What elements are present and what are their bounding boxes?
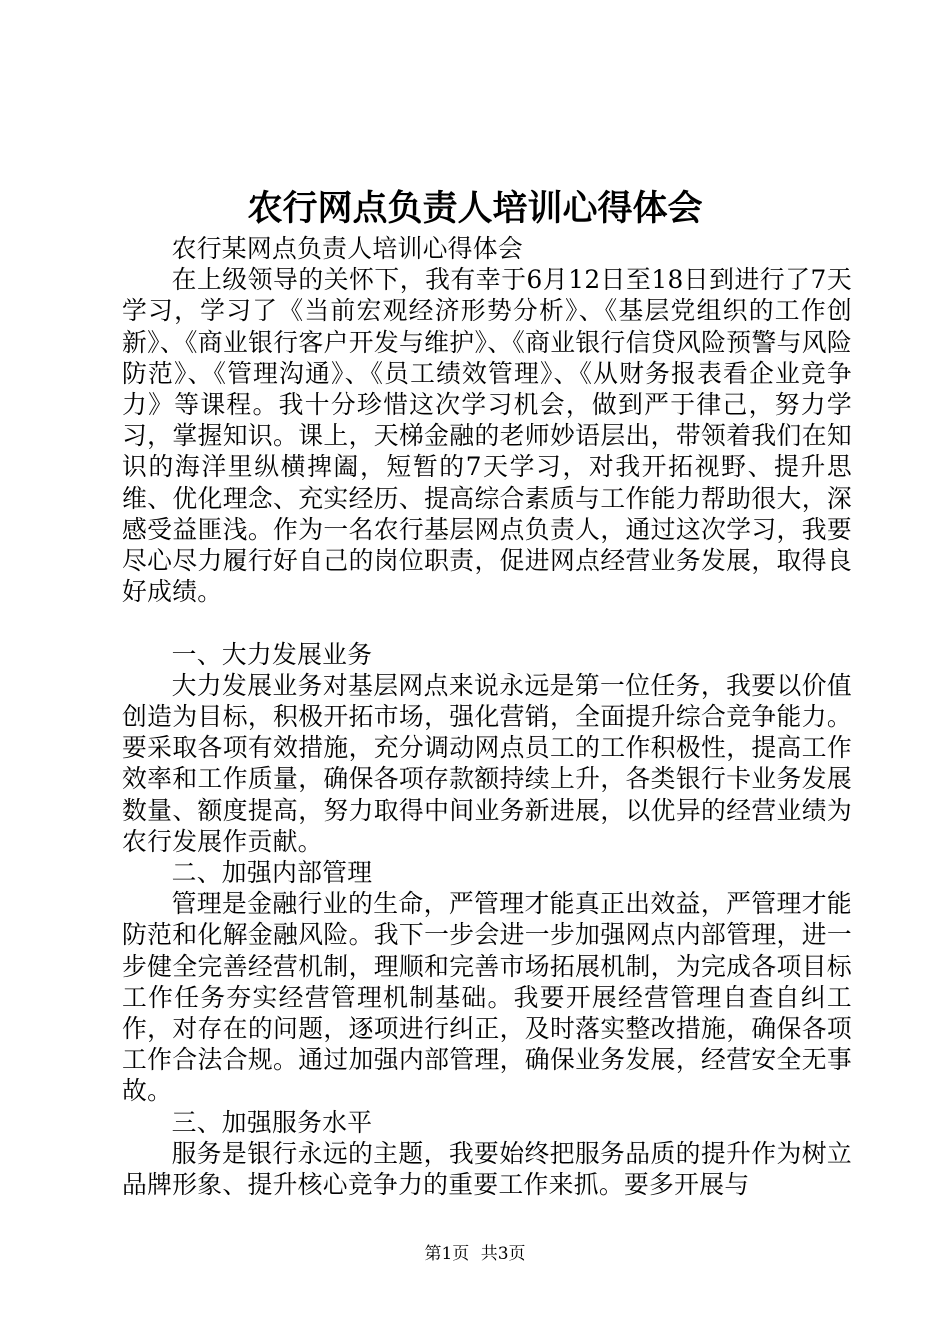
page-footer [0, 1243, 950, 1265]
page-number: 第1页 [424, 1244, 470, 1264]
section-heading-2: 二、加强内部管理 [171, 858, 373, 888]
section-paragraph-1: 大力发展业务对基层网点来说永远是第一位任务，我要以价值创造为目标，积极开拓市场，强化营销，全面提升综合竞争能力。要采取各项有效措施，充分调动网点员工的工作积极性，提高工作效率和工作质量，确保各项存款额持续上升，各类银行卡业务发展数量、额度提高，努力取得中间业务新进展，以优异的经营业绩为农行发展作贡献。 [122, 670, 852, 856]
page-total: 共3页 [480, 1244, 526, 1264]
section-heading-1: 一、大力发展业务 [171, 639, 373, 669]
document-title: 农行网点负责人培训心得体会 [247, 188, 703, 229]
document-body [122, 233, 852, 1200]
section-paragraph-2: 管理是金融行业的生命，严管理才能真正出效益，严管理才能防范和化解金融风险。我下一步会进一步加强网点内部管理，进一步健全完善经营机制，理顺和完善市场拓展机制，为完成各项目标工作任务夯实经营管理机制基础。我要开展经营管理自查自纠工作，对存在的问题，逐项进行纠正，及时落实整改措施，确保各项工作合法合规。通过加强内部管理，确保业务发展，经营安全无事故。 [122, 889, 852, 1106]
subtitle-paragraph: 农行某网点负责人培训心得体会 [171, 234, 523, 263]
section-paragraph-3: 服务是银行永远的主题，我要始终把服务品质的提升作为树立品牌形象、提升核心竞争力的重要工作来抓。要多开展与 [122, 1138, 852, 1200]
intro-paragraph: 在上级领导的关怀下，我有幸于6月12日至18日到进行了7天学习，学习了《当前宏观经济形势分析》、《基层党组织的工作创新》、《商业银行客户开发与维护》、《商业银行信贷风险预警与风险防范》、《管理沟通》、《员工绩效管理》、《从财务报表看企业竞争力》等课程。我十分珍惜这次学习机会，做到严于律己，努力学习，掌握知识。课上，天梯金融的老师妙语层出，带领着我们在知识的海洋里纵横捭阖，短暂的7天学习，对我开拓视野、提升思维、优化理念、充实经历、提高综合素质与工作能力帮助很大，深感受益匪浅。作为一名农行基层网点负责人，通过这次学习，我要尽心尽力履行好自己的岗位职责，促进网点经营业务发展，取得良好成绩。 [122, 265, 852, 607]
section-heading-3: 三、加强服务水平 [171, 1107, 373, 1137]
